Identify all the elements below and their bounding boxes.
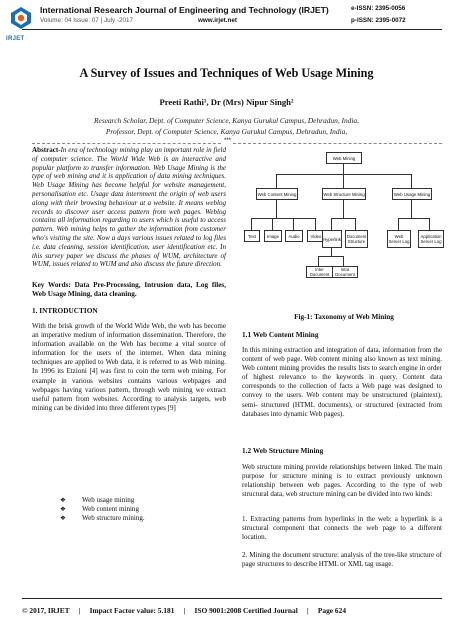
section-1-1-text: In this mining extraction and integration of data, information from the content of web page. Web content mining also known as text mining. Web content mining provides the results lists to search engine in order of highest relevance to the keywords in query. Content data corresponds to the collection of facts a Web page was designed to convey to the users. Web content may be unstructured (plaintext), semi- structured (HTML documents), or structured (extracted from databases into dynamic Web pages). — [242, 346, 442, 418]
section-1-2-item-2: 2. Mining the document structure: analysis of the tree-like structure of page structures to describe HTML or XML tag usage. — [242, 551, 442, 569]
volume-issue: Volume: 04 Issue: 07 | July -2017 — [40, 17, 133, 24]
node-web-content-mining: Web Content Mining — [256, 188, 298, 200]
diamond-bullet-icon: ❖ — [60, 506, 66, 514]
paper-authors: Preeti Rathi¹, Dr (Mrs) Nipur Singh² — [159, 97, 294, 107]
web-mining-taxonomy-diagram — [242, 144, 446, 302]
intro-text: With the brisk growth of the World Wide Web, the web has become an imperative medium of information dissemination. Therefore, the information available on the Web has become a vital source of information for the users of the internet. When data mining techniques are applied to Web data, it is referred to as Web mining. In 1996 its Etzioni [4] was first to coin the term web mining. For example in various websites contains various webpages and webpages having various pattern, through web mining we extract useful pattern from websites. According to analysis targets, web mining can be divided into three different types [9] — [32, 322, 226, 412]
node-intra-document: Intra Document — [332, 266, 358, 278]
node-application-server-log: Application Server Log — [418, 230, 444, 248]
list-item: ❖ Web content mining — [60, 505, 139, 514]
node-image: Image — [264, 230, 282, 242]
page-footer: © 2017, IRJET | Impact Factor value: 5.181 | ISO 9001:2008 Certified Journal | Page 624 — [22, 606, 347, 615]
intro-heading: 1. INTRODUCTION — [32, 306, 98, 315]
section-1-1-heading: 1.1 Web Content Mining — [242, 330, 319, 339]
list-item: ❖ Web usage mining — [60, 496, 135, 504]
journal-header — [0, 0, 453, 52]
irjet-logo-icon — [9, 6, 33, 30]
section-1-2-heading: 1.2 Web Structure Mining — [242, 446, 324, 455]
e-issn: e-ISSN: 2395-0056 — [351, 5, 406, 12]
node-document-structure: Document Structure — [345, 230, 368, 248]
node-web-structure-mining: Web Structure Mining — [322, 188, 366, 200]
journal-name: International Research Journal of Engineering and Technology (IRJET) — [40, 5, 329, 15]
node-hyperlink: Hyperlink — [322, 230, 342, 248]
header-rule — [22, 29, 442, 30]
abstract — [32, 146, 226, 269]
p-issn: p-ISSN: 2395-0072 — [351, 17, 406, 24]
section-1-2-item-1: 1. Extracting patterns from hyperlinks in the web: a hyperlink is a structural component that connects the web page to a different location. — [242, 515, 442, 542]
footer-rule — [22, 598, 442, 599]
keywords: Key Words: Data Pre-Processing, Intrusion data, Log files, Web Usage Mining, data cleaning. — [32, 281, 226, 298]
node-audio: Audio — [285, 230, 303, 242]
journal-url[interactable]: www.irjet.net — [198, 17, 237, 24]
node-web-server-log: Web Server Log — [387, 230, 411, 248]
node-web-mining: Web Mining — [326, 152, 362, 164]
list-item: ❖ Web structure mining. — [60, 514, 145, 523]
node-text: Text — [244, 230, 260, 242]
affiliation-1: Research Scholar, Dept. of Computer Science, Kanya Gurukul Campus, Dehradun, India, — [94, 116, 359, 125]
node-web-usage-mining: Web Usage Mining — [392, 188, 432, 200]
abstract-text: In era of technology mining play an important role in field of computer science. The World Wide Web is an interactive and popular platform to transfer information. Web Usage Mining is the type of web mining and it is application of data mining techniques. Web Usage Mining has become helpful for website management, personalisation etc. Usage data internment the origin of web users along with their browsing behaviour at a website. It means weblog records to discover user access pattern from web pages. Weblog contains all information regarding to users which is useful to access pattern. Web mining helps to gather the information from customer who's visiting the site. Now a days various issues related to log files i.e. data cleaning, session identification, user identification etc. In this survey paper we discuss the phases of WUM, architecture of WUM, issues related to WUM and also discuss the future direction. — [32, 146, 226, 269]
affiliation-2: Professor, Dept. of Computer Science, Kanya Gurukul Campus, Dehradun, India, — [105, 127, 348, 136]
diamond-bullet-icon: ❖ — [60, 515, 66, 523]
figure-caption: Fig-1: Taxonomy of Web Mining — [294, 313, 394, 321]
abstract-label: Abstract- — [32, 146, 61, 154]
section-1-2-text: Web structure mining provide relationships between linked. The main purpose for structure mining is to extract previously unknown relationship between web pages. According to the type of web structural data, web structure mining can be divided into two kinds: — [242, 463, 442, 499]
diamond-bullet-icon: ❖ — [60, 497, 66, 504]
intro-bullet-list — [60, 496, 145, 523]
node-video: Video — [307, 230, 325, 242]
node-inter-document: Inter Document — [306, 266, 333, 278]
separator-stars: *** — [224, 138, 232, 144]
paper-title: A Survey of Issues and Techniques of Web Usage Mining — [79, 66, 374, 80]
logo-text: IRJET — [6, 36, 25, 42]
